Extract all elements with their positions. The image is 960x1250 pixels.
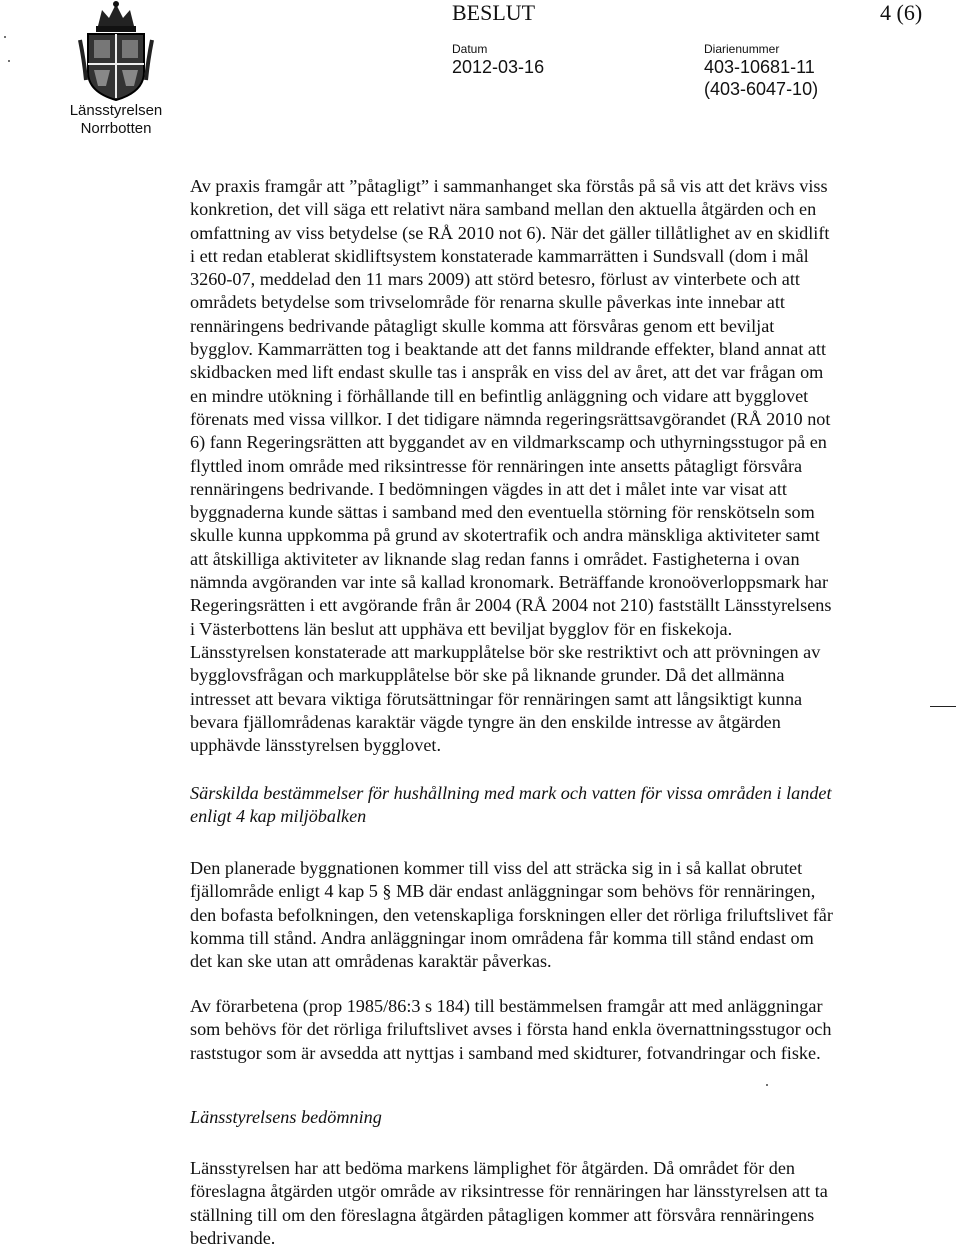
date-value: 2012-03-16 (452, 57, 545, 77)
section-heading (190, 1106, 910, 1129)
text-line: Regeringsrätten i ett avgörande från år 2004 (RÅ 2004 not 210) fastställt Länsstyrelsens (190, 595, 832, 616)
date-label: Datum (452, 42, 488, 56)
paragraph-praxis (190, 175, 910, 757)
text-line: bedrivande. (190, 1227, 276, 1248)
scan-speck (8, 60, 10, 62)
registration-label: Diarienummer (704, 42, 780, 56)
coat-of-arms-icon (78, 0, 154, 102)
text-line: det kan ske utan att områdenas karaktär påverkas. (190, 951, 552, 972)
text-line: Länsstyrelsen har att bedöma markens lämplighet för åtgärden. Då området för den (190, 1158, 796, 1178)
text-line: konkretion, det vill säga ett relativt nära samband mellan den aktuella åtgärden och en (190, 199, 817, 220)
text-line: skidbacken med lift endast skulle tas i anspråk en viss del av året, att det var frågan om (190, 362, 824, 383)
margin-line-mark (930, 706, 956, 707)
text-line: fjällområde enligt 4 kap 5 § MB där endast anläggningar som behövs för rennäringen, (190, 881, 816, 902)
text-line: Den planerade byggnationen kommer till viss del att sträcka sig in i så kallat obrutet (190, 858, 803, 878)
text-line: att åtskilliga aktiviteter av liknande slag redan fanns i området. Fastigheterna i ovan (190, 548, 800, 569)
date-block (452, 43, 544, 78)
text-line: bygglov. Kammarrätten tog i beaktande att det fanns mildrande effekter, bland annat att (190, 339, 827, 360)
assessment-heading-block (190, 1106, 910, 1129)
text-line: förenats med vissa villkor. I det tidigare nämnda regeringsrättsavgörandet (RÅ 2010 not (190, 408, 831, 429)
text-line: intresset att bevara viktiga förutsättningar för rennäringen samt att långsiktigt kunna (190, 688, 803, 709)
agency-name-line2: Norrbotten (80, 120, 152, 137)
body-paragraph (190, 175, 910, 757)
paragraph-bedomning (190, 1157, 910, 1250)
text-line: omfattning av viss betydelse (se RÅ 2010 not 6). När det gäller tillåtlighet av en skidlift (190, 222, 830, 243)
scan-speck (4, 36, 6, 38)
section-heading (190, 782, 910, 829)
text-line: områdets betydelse som trivselområde för renarna skulle påverkas inte innebar att (190, 292, 785, 313)
body-paragraph (190, 1157, 910, 1250)
text-line: byggnaderna kunde sättas i samband med den eventuella störning för renskötseln som (190, 502, 815, 523)
text-line: ställning till om den föreslagna åtgärden påtagligen kommer att försvåra rennäringens (190, 1204, 815, 1225)
text-line: en mindre utökning i förhållande till en befintlig anläggning och vidare att bygglovet (190, 385, 809, 406)
page-number: 4 (6) (880, 0, 923, 25)
scan-speck (766, 1084, 768, 1086)
text-line: enligt 4 kap miljöbalken (190, 806, 367, 827)
paragraph-forarbeten (190, 995, 910, 1065)
body-paragraph (190, 857, 910, 973)
text-line: rennäringens bedrivande påtagligt skulle komma att försvåras genom ett beviljat (190, 315, 775, 336)
text-line: Länsstyrelsen konstaterade att markupplåtelse bör ske restriktivt och att prövningen av (190, 641, 821, 662)
section-heading-block (190, 782, 910, 829)
text-line: bygglovsfrågan och markupplåtelse bör ske på liknande grunder. Då det allmänna (190, 665, 785, 686)
text-line: flyttled inom område med riksintresse för rennäringen inte ansetts påtagligt försvåra (190, 455, 803, 476)
text-line: Särskilda bestämmelser för hushållning med mark och vatten för vissa områden i landet (190, 783, 832, 803)
text-line: nämnda avgöranden var inte så kallad kronomark. Beträffande kronoöverloppsmark har (190, 572, 829, 593)
text-line: bevara fjällområdenas karaktär vägde tyngre än den enskilde intresse av åtgärden (190, 711, 781, 732)
text-line: i ett redan etablerat skidliftsystem konstaterade kammarrätten i Sundsvall (dom i mål (190, 245, 809, 266)
registration-block (704, 43, 818, 100)
text-line: Länsstyrelsens bedömning (190, 1107, 382, 1127)
registration-number: 403-10681-11 (704, 57, 815, 77)
text-line: som behövs för det rörliga friluftslivet avses i första hand enkla övernattningsstugor och (190, 1019, 832, 1040)
text-line: den bofasta befolkningen, den vetenskapliga forskningen eller det rörliga friluftslivet får (190, 904, 833, 925)
paragraph-obrutet-fjallomrade (190, 857, 910, 973)
text-line: Av förarbetena (prop 1985/86:3 s 184) till bestämmelsen framgår att med anläggningar (190, 996, 823, 1016)
agency-logo-block (52, 0, 180, 138)
registration-number-previous: (403-6047-10) (704, 79, 819, 99)
text-line: upphävde länsstyrelsen bygglovet. (190, 735, 442, 756)
text-line: Av praxis framgår att ”påtagligt” i sammanhanget ska förstås på så vis att det krävs viss (190, 176, 828, 196)
text-line: raststugor som är avsedda att nyttjas i samband med skidturer, fotvandringar och fiske. (190, 1042, 821, 1063)
text-line: 3260-07, meddelad den 11 mars 2009) att störd betesro, förlust av vinterbete och att (190, 269, 800, 290)
document-type: BESLUT (452, 0, 536, 25)
body-paragraph (190, 995, 910, 1065)
agency-name-line1: Länsstyrelsen (69, 102, 163, 119)
text-line: skulle kunna uppkomma på grund av skotertrafik och andra mänskliga aktiviteter samt (190, 525, 820, 546)
text-line: föreslagna åtgärden utgör område av riksintresse för rennäringen har länsstyrelsen att ta (190, 1181, 828, 1202)
text-line: 6) fann Regeringsrätten att byggandet av en vildmarkscamp och uthyrningsstugor på en (190, 432, 827, 453)
text-line: komma till stånd. Andra anläggningar inom områdena får komma till stånd endast om (190, 927, 814, 948)
text-line: rennäringens bedrivande. I bedömningen vägdes in att det i målet inte var visat att (190, 478, 787, 499)
text-line: i Västerbottens län beslut att upphäva ett beviljat bygglov för en fiskekoja. (190, 618, 733, 639)
